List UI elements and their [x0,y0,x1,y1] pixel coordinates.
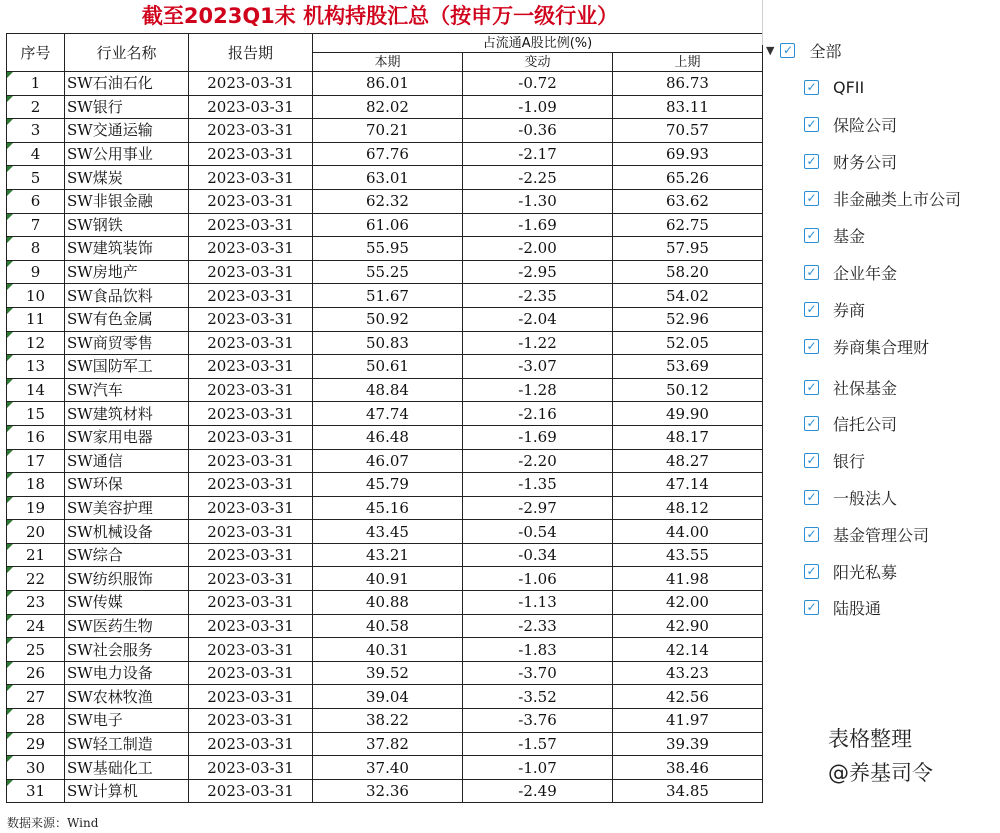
row-number: 29 [7,732,65,756]
ratio-change: -1.69 [463,425,613,449]
current-ratio: 48.84 [313,378,463,402]
filter-item-label: 基金 [833,226,866,246]
credit-line-1: 表格整理 [828,727,912,751]
row-number: 12 [7,331,65,355]
report-date: 2023-03-31 [189,661,313,685]
current-ratio: 82.02 [313,95,463,119]
checkbox-icon[interactable]: ✓ [804,302,819,317]
current-ratio: 45.79 [313,473,463,497]
ratio-change: -1.09 [463,95,613,119]
ratio-change: -0.72 [463,72,613,96]
checkbox-icon[interactable]: ✓ [804,80,819,95]
filter-item[interactable] [804,75,864,99]
industry-name: SW美容护理 [65,496,189,520]
ratio-change: -1.30 [463,189,613,213]
ratio-change: -1.69 [463,213,613,237]
ratio-change: -2.97 [463,496,613,520]
row-number: 10 [7,284,65,308]
filter-item-label: 企业年金 [833,263,898,283]
current-ratio: 62.32 [313,189,463,213]
checkbox-icon[interactable]: ✓ [804,453,819,468]
filter-item[interactable] [804,223,865,247]
industry-name: SW商贸零售 [65,331,189,355]
report-date: 2023-03-31 [189,378,313,402]
industry-name: SW轻工制造 [65,732,189,756]
report-date: 2023-03-31 [189,425,313,449]
report-date: 2023-03-31 [189,119,313,143]
ratio-change: -1.06 [463,567,613,591]
current-ratio: 40.31 [313,638,463,662]
industry-name: SW计算机 [65,779,189,803]
row-number: 8 [7,237,65,261]
ratio-change: -3.07 [463,355,613,379]
previous-ratio: 54.02 [613,284,763,308]
row-number: 19 [7,496,65,520]
report-date: 2023-03-31 [189,732,313,756]
report-date: 2023-03-31 [189,72,313,96]
row-number: 17 [7,449,65,473]
table-row [7,284,763,308]
current-ratio: 37.40 [313,756,463,780]
filter-item[interactable] [804,297,865,321]
report-date: 2023-03-31 [189,331,313,355]
report-date: 2023-03-31 [189,473,313,497]
report-date: 2023-03-31 [189,402,313,426]
ratio-change: -2.04 [463,307,613,331]
current-ratio: 37.82 [313,732,463,756]
previous-ratio: 52.96 [613,307,763,331]
ratio-change: -2.16 [463,402,613,426]
current-ratio: 67.76 [313,142,463,166]
row-number: 15 [7,402,65,426]
checkbox-icon[interactable]: ✓ [804,265,819,280]
report-date: 2023-03-31 [189,237,313,261]
header-chg: 变动 [463,53,613,72]
ratio-change: -2.17 [463,142,613,166]
ratio-change: -1.83 [463,638,613,662]
table-row [7,709,763,733]
ratio-change: -2.00 [463,237,613,261]
filter-item[interactable] [804,522,929,546]
table-row [7,756,763,780]
current-ratio: 46.07 [313,449,463,473]
table-row [7,425,763,449]
industry-name: SW有色金属 [65,307,189,331]
report-date: 2023-03-31 [189,779,313,803]
row-number: 25 [7,638,65,662]
checkbox-icon[interactable]: ✓ [780,43,795,58]
current-ratio: 40.88 [313,591,463,615]
previous-ratio: 44.00 [613,520,763,544]
table-row [7,307,763,331]
expand-icon[interactable]: ▼ [766,43,775,57]
ratio-change: -2.25 [463,166,613,190]
industry-name: SW交通运输 [65,119,189,143]
table-row [7,119,763,143]
report-date: 2023-03-31 [189,166,313,190]
previous-ratio: 47.14 [613,473,763,497]
current-ratio: 39.04 [313,685,463,709]
row-number: 16 [7,425,65,449]
filter-item[interactable] [804,112,897,136]
previous-ratio: 86.73 [613,72,763,96]
filter-all[interactable] [766,38,841,62]
data-source-note: 数据来源：Wind [7,816,99,830]
industry-name: SW环保 [65,473,189,497]
row-number: 22 [7,567,65,591]
current-ratio: 40.91 [313,567,463,591]
previous-ratio: 41.98 [613,567,763,591]
industry-name: SW电力设备 [65,661,189,685]
report-date: 2023-03-31 [189,189,313,213]
filter-item-label: 财务公司 [833,152,898,172]
checkbox-icon[interactable]: ✓ [804,600,819,615]
row-number: 18 [7,473,65,497]
row-number: 9 [7,260,65,284]
current-ratio: 40.58 [313,614,463,638]
filter-item[interactable] [804,334,929,358]
checkbox-icon[interactable]: ✓ [804,228,819,243]
current-ratio: 61.06 [313,213,463,237]
previous-ratio: 50.12 [613,378,763,402]
checkbox-icon[interactable]: ✓ [804,339,819,354]
ratio-change: -3.52 [463,685,613,709]
row-number: 3 [7,119,65,143]
ratio-change: -1.13 [463,591,613,615]
industry-name: SW非银金融 [65,189,189,213]
table-row [7,355,763,379]
filter-item-label: 一般法人 [833,488,898,508]
current-ratio: 50.92 [313,307,463,331]
filter-item[interactable] [804,375,897,399]
report-date: 2023-03-31 [189,284,313,308]
report-date: 2023-03-31 [189,567,313,591]
industry-name: SW家用电器 [65,425,189,449]
filter-item[interactable] [804,485,897,509]
ratio-change: -2.95 [463,260,613,284]
checkbox-icon[interactable]: ✓ [804,416,819,431]
row-number: 14 [7,378,65,402]
checkbox-icon[interactable]: ✓ [804,117,819,132]
filter-item-label: 非金融类上市公司 [833,189,962,209]
current-ratio: 51.67 [313,284,463,308]
ratio-change: -1.28 [463,378,613,402]
industry-name: SW房地产 [65,260,189,284]
previous-ratio: 53.69 [613,355,763,379]
table-row [7,614,763,638]
industry-name: SW传媒 [65,591,189,615]
previous-ratio: 48.12 [613,496,763,520]
holdings-table [6,33,763,803]
header-date: 报告期 [189,34,313,72]
row-number: 20 [7,520,65,544]
checkbox-icon[interactable]: ✓ [804,490,819,505]
row-number: 4 [7,142,65,166]
table-row [7,473,763,497]
previous-ratio: 58.20 [613,260,763,284]
ratio-change: -2.35 [463,284,613,308]
filter-item-label: 陆股通 [833,598,882,618]
table-row [7,142,763,166]
table-row [7,95,763,119]
header-name: 行业名称 [65,34,189,72]
header-cur: 本期 [313,53,463,72]
ratio-change: -0.54 [463,520,613,544]
filter-item[interactable] [804,448,865,472]
table-row [7,378,763,402]
previous-ratio: 48.27 [613,449,763,473]
industry-name: SW钢铁 [65,213,189,237]
ratio-change: -1.57 [463,732,613,756]
table-row [7,638,763,662]
filter-item[interactable] [804,149,897,173]
report-date: 2023-03-31 [189,685,313,709]
row-number: 1 [7,72,65,96]
report-date: 2023-03-31 [189,307,313,331]
industry-name: SW电子 [65,709,189,733]
ratio-change: -2.49 [463,779,613,803]
current-ratio: 86.01 [313,72,463,96]
credit [828,722,933,790]
filter-item[interactable] [804,260,897,284]
row-number: 21 [7,543,65,567]
table-row [7,779,763,803]
row-number: 6 [7,189,65,213]
table-row [7,237,763,261]
ratio-change: -1.22 [463,331,613,355]
industry-name: SW公用事业 [65,142,189,166]
filter-item-label: 阳光私募 [833,562,898,582]
current-ratio: 47.74 [313,402,463,426]
previous-ratio: 39.39 [613,732,763,756]
table-row [7,189,763,213]
filter-item-label: 保险公司 [833,115,898,135]
filter-item-label: 券商 [833,300,866,320]
report-date: 2023-03-31 [189,260,313,284]
report-date: 2023-03-31 [189,709,313,733]
filter-item[interactable] [804,186,961,210]
current-ratio: 63.01 [313,166,463,190]
report-date: 2023-03-31 [189,614,313,638]
header-no: 序号 [7,34,65,72]
report-date: 2023-03-31 [189,213,313,237]
filter-item-label: QFII [833,77,865,97]
previous-ratio: 62.75 [613,213,763,237]
previous-ratio: 43.55 [613,543,763,567]
filter-item-label: 银行 [833,451,866,471]
table-row [7,166,763,190]
previous-ratio: 57.95 [613,237,763,261]
previous-ratio: 43.23 [613,661,763,685]
industry-name: SW综合 [65,543,189,567]
row-number: 11 [7,307,65,331]
report-date: 2023-03-31 [189,142,313,166]
checkbox-icon[interactable]: ✓ [804,154,819,169]
table-row [7,732,763,756]
filter-item-label: 基金管理公司 [833,525,930,545]
ratio-change: -3.70 [463,661,613,685]
industry-name: SW机械设备 [65,520,189,544]
previous-ratio: 69.93 [613,142,763,166]
current-ratio: 50.83 [313,331,463,355]
report-date: 2023-03-31 [189,638,313,662]
row-number: 2 [7,95,65,119]
table-row [7,685,763,709]
filter-item-label: 券商集合理财 [833,337,930,357]
table-body [7,72,763,803]
report-date: 2023-03-31 [189,591,313,615]
row-number: 31 [7,779,65,803]
checkbox-icon[interactable]: ✓ [804,191,819,206]
industry-name: SW国防军工 [65,355,189,379]
report-date: 2023-03-31 [189,756,313,780]
industry-name: SW银行 [65,95,189,119]
report-date: 2023-03-31 [189,520,313,544]
previous-ratio: 41.97 [613,709,763,733]
table-row [7,402,763,426]
industry-name: SW纺织服饰 [65,567,189,591]
table-row [7,331,763,355]
current-ratio: 32.36 [313,779,463,803]
table-row [7,661,763,685]
filter-item[interactable] [804,595,881,619]
table-row [7,543,763,567]
previous-ratio: 42.14 [613,638,763,662]
previous-ratio: 48.17 [613,425,763,449]
previous-ratio: 65.26 [613,166,763,190]
previous-ratio: 42.00 [613,591,763,615]
row-number: 23 [7,591,65,615]
current-ratio: 55.25 [313,260,463,284]
current-ratio: 55.95 [313,237,463,261]
previous-ratio: 49.90 [613,402,763,426]
filter-item[interactable] [804,559,897,583]
table-row [7,449,763,473]
table-row [7,213,763,237]
report-date: 2023-03-31 [189,543,313,567]
header-prev: 上期 [613,53,763,72]
current-ratio: 70.21 [313,119,463,143]
industry-name: SW农林牧渔 [65,685,189,709]
previous-ratio: 52.05 [613,331,763,355]
filter-item-label: 信托公司 [833,414,898,434]
previous-ratio: 42.90 [613,614,763,638]
industry-name: SW医药生物 [65,614,189,638]
report-date: 2023-03-31 [189,95,313,119]
row-number: 27 [7,685,65,709]
current-ratio: 43.21 [313,543,463,567]
checkbox-icon[interactable]: ✓ [804,527,819,542]
ratio-change: -1.07 [463,756,613,780]
filter-all-label: 全部 [809,41,842,61]
industry-name: SW建筑材料 [65,402,189,426]
ratio-change: -0.34 [463,543,613,567]
previous-ratio: 70.57 [613,119,763,143]
table-row [7,72,763,96]
industry-name: SW食品饮料 [65,284,189,308]
industry-name: SW汽车 [65,378,189,402]
current-ratio: 43.45 [313,520,463,544]
checkbox-icon[interactable]: ✓ [804,564,819,579]
report-date: 2023-03-31 [189,449,313,473]
ratio-change: -1.35 [463,473,613,497]
current-ratio: 50.61 [313,355,463,379]
current-ratio: 39.52 [313,661,463,685]
industry-name: SW煤炭 [65,166,189,190]
previous-ratio: 38.46 [613,756,763,780]
report-date: 2023-03-31 [189,355,313,379]
report-date: 2023-03-31 [189,496,313,520]
table-row [7,496,763,520]
previous-ratio: 42.56 [613,685,763,709]
row-number: 13 [7,355,65,379]
credit-line-2: @养基司令 [828,761,933,785]
row-number: 7 [7,213,65,237]
page-title: 截至2023Q1末 机构持股汇总（按申万一级行业） [141,4,619,28]
header-group: 占流通A股比例(%) [313,34,763,53]
filter-item-label: 社保基金 [833,378,898,398]
previous-ratio: 83.11 [613,95,763,119]
row-number: 30 [7,756,65,780]
filter-item[interactable] [804,411,897,435]
industry-name: SW石油石化 [65,72,189,96]
table-row [7,520,763,544]
industry-name: SW基础化工 [65,756,189,780]
previous-ratio: 34.85 [613,779,763,803]
ratio-change: -0.36 [463,119,613,143]
row-number: 28 [7,709,65,733]
industry-name: SW通信 [65,449,189,473]
checkbox-icon[interactable]: ✓ [804,380,819,395]
table-row [7,591,763,615]
ratio-change: -2.33 [463,614,613,638]
row-number: 5 [7,166,65,190]
row-number: 24 [7,614,65,638]
previous-ratio: 63.62 [613,189,763,213]
industry-name: SW建筑装饰 [65,237,189,261]
current-ratio: 38.22 [313,709,463,733]
row-number: 26 [7,661,65,685]
current-ratio: 46.48 [313,425,463,449]
ratio-change: -3.76 [463,709,613,733]
current-ratio: 45.16 [313,496,463,520]
industry-name: SW社会服务 [65,638,189,662]
ratio-change: -2.20 [463,449,613,473]
table-row [7,260,763,284]
filter-divider [762,0,763,45]
table-row [7,567,763,591]
